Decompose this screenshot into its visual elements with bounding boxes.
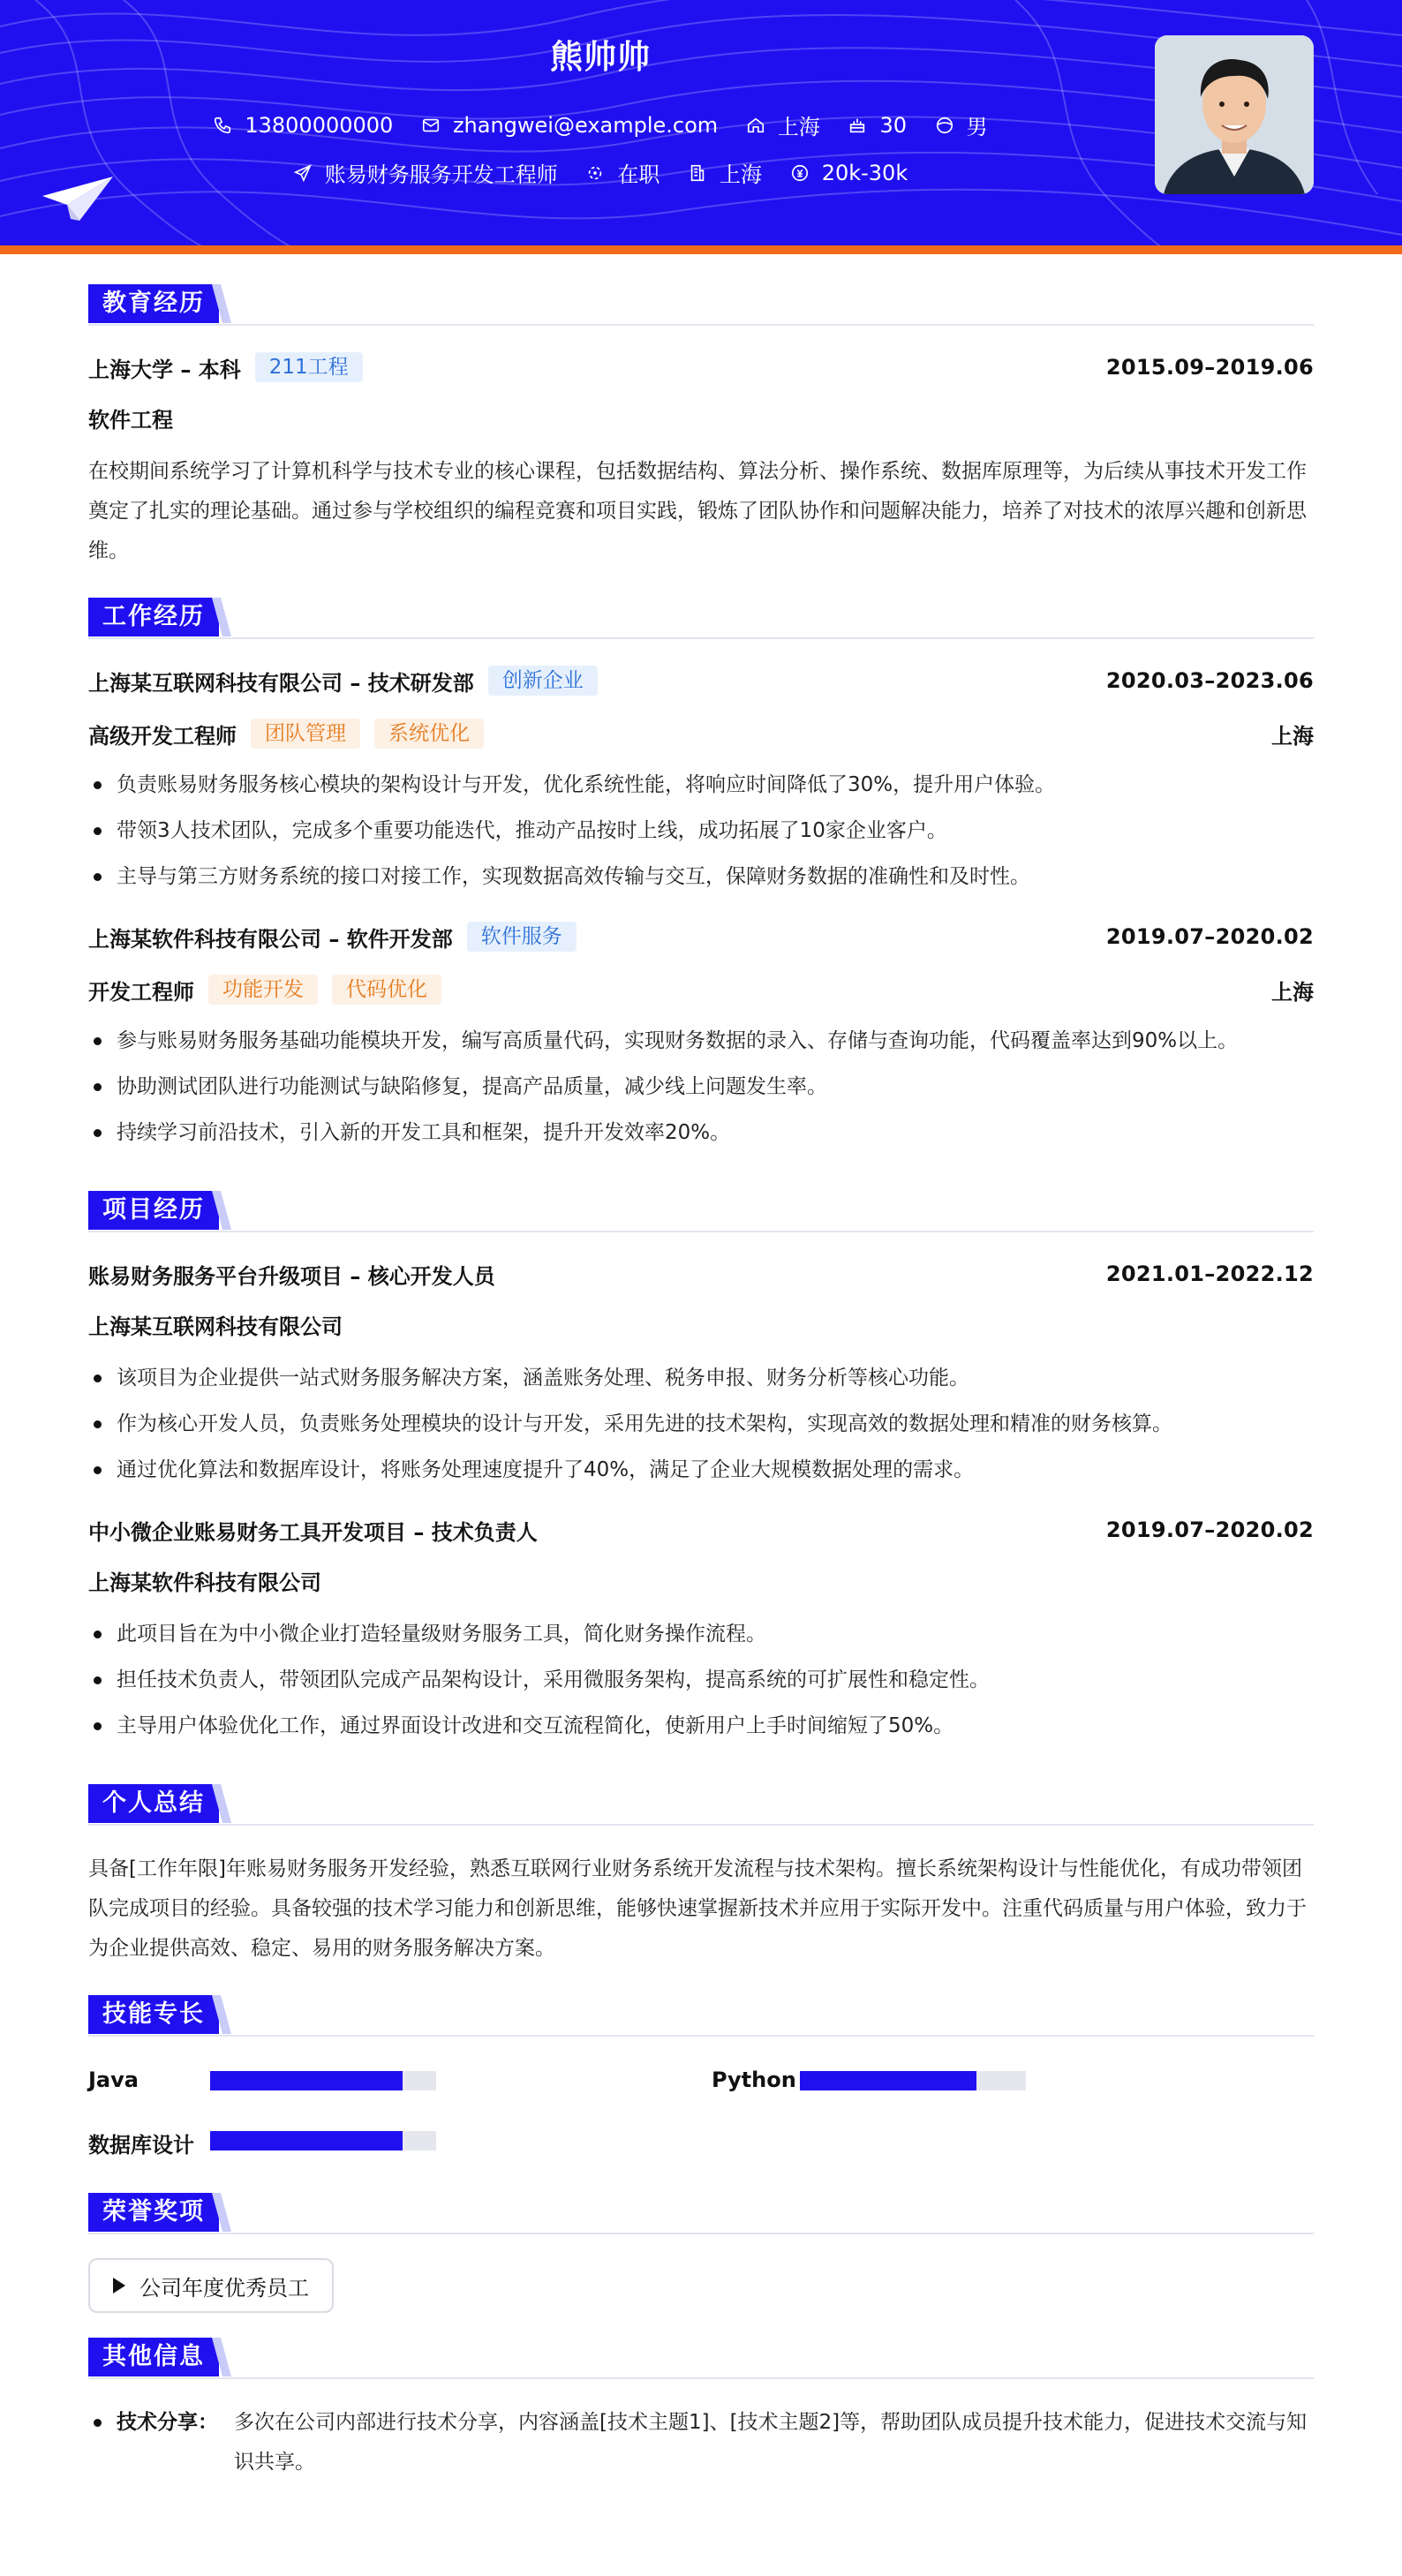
status-info — [585, 157, 660, 188]
list-item: 协助测试团队进行功能测试与缺陷修复，提高产品质量，减少线上问题发生率。 — [88, 1064, 1314, 1110]
salary-text: 20k-30k — [821, 160, 908, 185]
other-section — [88, 2338, 1314, 2482]
summary-text: 具备[工作年限]年账易财务服务开发经验，熟悉互联网行业财务系统开发流程与技术架构。擅长系统架构设计与性能优化，有成功带领团队完成项目的经验。具备较强的技术学习能力和创新思维，能够快速掌握新技术并应用于实际开发中。注重代码质量与用户体验，致力于为企业提供高效、稳定、易用的财务服务解决方案。 — [88, 1857, 1307, 1960]
list-item: 主导用户体验优化工作，通过界面设计改进和交互流程简化，使新用户上手时间缩短了50%。 — [88, 1703, 1314, 1749]
phone-icon — [213, 116, 232, 135]
money-icon — [790, 163, 810, 183]
age-text: 30 — [879, 112, 907, 138]
section-divider — [88, 1231, 1314, 1232]
avatar-image — [1155, 35, 1314, 194]
work-city-text: 上海 — [720, 162, 763, 187]
header-accent-line — [0, 245, 1402, 254]
title-decoration — [212, 1191, 231, 1230]
skill-bar — [210, 2131, 436, 2150]
project-date: 2019.07–2020.02 — [1105, 1518, 1314, 1542]
major-name: 软件工程 — [88, 408, 173, 433]
skill-tag: 功能开发 — [208, 975, 318, 1005]
project-date: 2021.01–2022.12 — [1105, 1262, 1314, 1286]
contact-row — [0, 109, 1201, 140]
resume-header — [0, 0, 1402, 254]
education-section — [88, 284, 1314, 571]
award-chip[interactable] — [88, 2258, 334, 2313]
skill-tag: 代码优化 — [332, 975, 441, 1005]
list-item: 参与账易财务服务基础功能模块开发，编写高质量代码，实现财务数据的录入、存储与查询功能，代码覆盖率达到90%以上。 — [88, 1018, 1314, 1064]
list-item: 带领3人技术团队，完成多个重要功能迭代，推动产品按时上线，成功拓展了10家企业客户。 — [88, 808, 1314, 854]
list-item: 主导与第三方财务系统的接口对接工作，实现数据高效传输与交互，保障财务数据的准确性和及时性。 — [88, 854, 1314, 900]
gender-text: 男 — [966, 115, 988, 139]
project-item — [88, 1256, 1314, 1493]
skill-tag: 团队管理 — [251, 719, 360, 749]
work-bullets — [88, 1018, 1314, 1156]
list-item: 担任技术负责人，带领团队完成产品架构设计，采用微服务架构，提高系统的可扩展性和稳定性。 — [88, 1657, 1314, 1703]
section-divider — [88, 2233, 1314, 2234]
salary-info — [790, 161, 908, 185]
skill-name: 数据库设计 — [88, 2133, 194, 2158]
status-text: 在职 — [617, 162, 660, 187]
section-title: 其他信息 — [88, 2338, 219, 2376]
section-divider — [88, 637, 1314, 639]
school-tag: 211工程 — [255, 352, 363, 382]
skill-name: Python — [712, 2068, 796, 2092]
cake-icon — [848, 116, 867, 135]
gender-info — [935, 109, 988, 140]
job-intent-row — [0, 157, 1201, 188]
location-info — [746, 109, 820, 140]
project-bullets — [88, 1355, 1314, 1493]
section-divider — [88, 2377, 1314, 2379]
work-city: 上海 — [1271, 723, 1314, 749]
project-item — [88, 1512, 1314, 1749]
section-header — [88, 1784, 1314, 1825]
phone-text: 13800000000 — [245, 112, 394, 138]
job-title-info — [293, 157, 558, 188]
mail-icon — [421, 116, 441, 135]
send-icon — [293, 163, 313, 183]
education-row — [88, 350, 1314, 385]
profile-photo — [1155, 35, 1314, 194]
project-company: 上海某软件科技有限公司 — [88, 1570, 321, 1595]
candidate-name: 熊帅帅 — [550, 38, 651, 76]
award-name: 公司年度优秀员工 — [139, 2275, 309, 2301]
resume-body — [88, 284, 1314, 2482]
email-info — [421, 113, 718, 138]
work-item — [88, 919, 1314, 1156]
title-decoration — [212, 598, 231, 636]
user-icon — [935, 116, 954, 135]
play-icon — [113, 2278, 125, 2294]
list-item: 该项目为企业提供一站式财务服务解决方案，涵盖账务处理、税务申报、财务分析等核心功能。 — [88, 1355, 1314, 1401]
section-title: 荣誉奖项 — [88, 2193, 219, 2232]
position-name: 高级开发工程师 — [88, 723, 237, 749]
work-date: 2020.03–2023.06 — [1105, 668, 1314, 693]
list-item — [88, 2403, 1314, 2482]
title-decoration — [212, 2338, 231, 2376]
summary-section — [88, 1784, 1314, 1969]
project-bullets — [88, 1611, 1314, 1749]
project-name: 中小微企业账易财务工具开发项目 – 技术负责人 — [88, 1519, 538, 1545]
list-item: 持续学习前沿技术，引入新的开发工具和框架，提升开发效率20%。 — [88, 1110, 1314, 1156]
section-title: 个人总结 — [88, 1784, 219, 1823]
section-title: 教育经历 — [88, 284, 219, 323]
project-company: 上海某互联网科技有限公司 — [88, 1314, 343, 1339]
work-city: 上海 — [1271, 979, 1314, 1005]
work-city-info — [688, 157, 762, 188]
skill-tag: 系统优化 — [374, 719, 484, 749]
title-decoration — [212, 1995, 231, 2034]
school-name: 上海大学 – 本科 — [88, 357, 241, 382]
title-decoration — [212, 284, 231, 323]
section-header — [88, 1995, 1314, 2036]
skill-name: Java — [88, 2068, 139, 2092]
title-decoration — [212, 2193, 231, 2232]
section-header — [88, 598, 1314, 638]
company-name: 上海某软件科技有限公司 – 软件开发部 — [88, 926, 453, 952]
job-title-text: 账易财务服务开发工程师 — [324, 162, 558, 187]
skill-grid — [88, 2060, 1314, 2193]
project-name: 账易财务服务平台升级项目 – 核心开发人员 — [88, 1263, 495, 1289]
section-divider — [88, 2035, 1314, 2037]
company-tag: 创新企业 — [488, 666, 598, 696]
skill-bar-fill — [210, 2071, 403, 2090]
age-info — [848, 113, 907, 138]
section-title: 项目经历 — [88, 1191, 219, 1230]
skill-bar-fill — [210, 2131, 403, 2150]
position-name: 开发工程师 — [88, 979, 194, 1005]
section-divider — [88, 324, 1314, 326]
awards-section — [88, 2193, 1314, 2313]
other-value: 多次在公司内部进行技术分享，内容涵盖[技术主题1]、[技术主题2]等，帮助团队成员提升技术能力，促进技术交流与知识共享。 — [234, 2411, 1308, 2474]
section-header — [88, 2338, 1314, 2378]
skill-bar-fill — [800, 2071, 976, 2090]
building-icon — [688, 163, 707, 183]
company-name: 上海某互联网科技有限公司 – 技术研发部 — [88, 670, 474, 696]
list-item: 作为核心开发人员，负责账务处理模块的设计与开发，采用先进的技术架构，实现高效的数据处理和精准的财务核算。 — [88, 1401, 1314, 1447]
skill-bar — [800, 2071, 1026, 2090]
section-title: 工作经历 — [88, 598, 219, 636]
section-header — [88, 284, 1314, 325]
work-bullets — [88, 762, 1314, 900]
phone-info — [213, 113, 393, 138]
section-title: 技能专长 — [88, 1995, 219, 2034]
section-divider — [88, 1824, 1314, 1826]
list-item: 负责账易财务服务核心模块的架构设计与开发，优化系统性能，将响应时间降低了30%，提升用户体验。 — [88, 762, 1314, 808]
work-date: 2019.07–2020.02 — [1105, 924, 1314, 949]
skills-section — [88, 1995, 1314, 2193]
email-text: zhangwei@example.com — [452, 112, 719, 138]
section-header — [88, 1191, 1314, 1232]
location-text: 上海 — [777, 115, 820, 139]
education-description: 在校期间系统学习了计算机科学与技术专业的核心课程，包括数据结构、算法分析、操作系统、数据库原理等，为后续从事技术开发工作奠定了扎实的理论基础。通过参与学校组织的编程竞赛和项目实践，锻炼了团队协作和问题解决能力，培养了对技术的浓厚兴趣和创新思维。 — [88, 460, 1307, 562]
work-section — [88, 598, 1314, 1156]
title-decoration — [212, 1784, 231, 1823]
company-tag: 软件服务 — [467, 922, 577, 952]
list-item: 通过优化算法和数据库设计，将账务处理速度提升了40%，满足了企业大规模数据处理的需求。 — [88, 1447, 1314, 1493]
skill-bar — [210, 2071, 436, 2090]
other-key: 技术分享： — [117, 2411, 218, 2434]
status-icon — [585, 163, 605, 183]
project-section — [88, 1191, 1314, 1749]
education-date: 2015.09–2019.06 — [1105, 355, 1314, 380]
section-header — [88, 2193, 1314, 2233]
home-icon — [746, 116, 765, 135]
list-item: 此项目旨在为中小微企业打造轻量级财务服务工具，简化财务操作流程。 — [88, 1611, 1314, 1657]
paper-plane-icon — [41, 173, 115, 222]
work-item — [88, 663, 1314, 900]
